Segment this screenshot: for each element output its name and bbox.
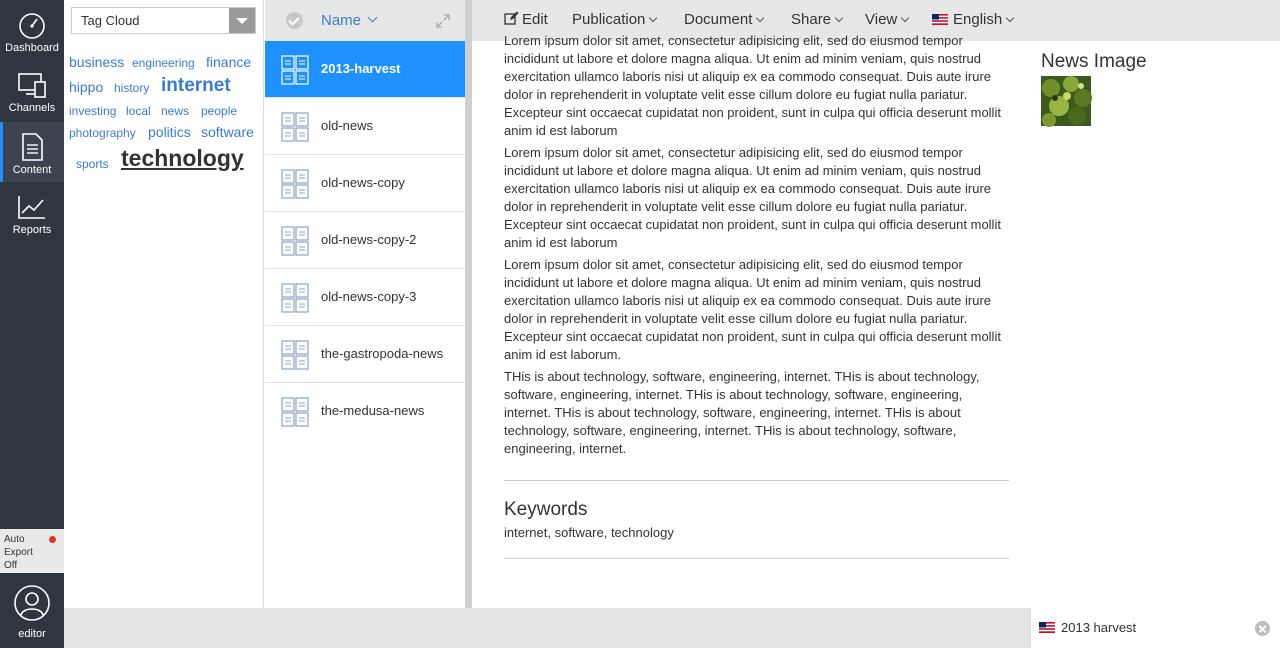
edit-button[interactable] (504, 11, 548, 28)
document-body (504, 32, 1009, 559)
tag-history[interactable]: history (114, 81, 150, 95)
tag-sports[interactable]: sports (76, 157, 109, 171)
file-name: old-news-copy-2 (321, 232, 417, 247)
auto-export-line-3: Off (4, 560, 18, 571)
left-nav (0, 0, 64, 648)
folder-docs-icon (281, 55, 309, 85)
file-row[interactable] (265, 269, 465, 326)
edit-icon (504, 11, 519, 25)
news-image-thumbnail[interactable] (1041, 76, 1091, 126)
tag-technology[interactable]: technology (121, 145, 244, 171)
file-row[interactable] (265, 98, 465, 155)
file-name: the-medusa-news (321, 403, 425, 418)
share-menu[interactable] (791, 11, 842, 28)
file-row[interactable] (265, 326, 465, 383)
folder-docs-icon (281, 226, 309, 256)
nav-dashboard[interactable] (0, 0, 64, 60)
folder-docs-icon (281, 283, 309, 313)
panel-splitter[interactable] (465, 0, 472, 608)
tag-finance[interactable]: finance (206, 54, 252, 70)
view-menu[interactable] (865, 11, 908, 28)
tag-cloud-select-value: Tag Cloud (81, 13, 140, 28)
document-label: Document (684, 11, 753, 28)
open-document-tab[interactable] (1030, 608, 1280, 648)
body-paragraph: Lorem ipsum dolor sit amet, consectetur adipisicing elit, sed do eiusmod tempor incididunt ut labore et dolore magna aliqua. Ut enim ad minim veniam, quis nostrud exercitation ullamco laboris nisi ut aliquip ex ea commodo consequat. Duis aute irure dolor in reprehenderit in voluptate velit esse cillum dolore eu fugiat nulla pariatur. Excepteur sint occaecat cupidatat non proident, sunt in culpa qui officia deserunt mollit anim id est laborum. (504, 257, 1001, 362)
tag-internet[interactable]: internet (161, 75, 231, 96)
tag-photography[interactable]: photography (69, 126, 136, 140)
folder-docs-icon (281, 169, 309, 199)
file-row[interactable] (265, 155, 465, 212)
file-row[interactable] (265, 212, 465, 269)
auto-export-line-1: Auto (4, 534, 25, 545)
nav-content-label: Content (12, 164, 52, 176)
tag-news[interactable]: news (161, 104, 190, 118)
channels-icon (17, 70, 47, 100)
divider (504, 480, 1009, 481)
expand-icon[interactable] (436, 14, 450, 28)
folder-docs-icon (281, 112, 309, 142)
document-menu[interactable] (684, 11, 763, 28)
bottom-bar (64, 608, 1280, 648)
select-all-check-icon[interactable] (286, 12, 303, 29)
body-paragraph: THis is about technology, software, engineering, internet. THis is about technology, software, engineering, internet. THis is about technology, software, engineering, internet. THis is about technology, software, engineering, internet. THis is about technology, software, engineering, internet. THis is about technology, software, engineering, internet. (504, 369, 980, 456)
file-name: old-news (321, 118, 374, 133)
tag-investing[interactable]: investing (69, 104, 117, 118)
publication-menu[interactable] (572, 11, 656, 28)
auto-export-status[interactable] (0, 529, 64, 573)
tag-hippo[interactable]: hippo (69, 79, 104, 95)
file-list-header (265, 0, 465, 41)
folder-docs-icon (281, 340, 309, 370)
nav-dashboard-label: Dashboard (5, 42, 59, 54)
folder-docs-icon (281, 397, 309, 427)
auto-export-line-2: Export (4, 547, 33, 558)
user-menu[interactable] (0, 578, 64, 648)
sort-chevron-icon[interactable] (368, 13, 378, 23)
nav-channels[interactable] (0, 60, 64, 120)
file-name: the-gastropoda-news (321, 346, 444, 361)
file-name: old-news-copy (321, 175, 405, 190)
document-content (472, 33, 1280, 608)
file-row[interactable] (265, 383, 465, 440)
language-menu[interactable] (932, 11, 1013, 28)
chevron-down-icon[interactable] (229, 8, 255, 33)
keywords-values: internet, software, technology (504, 525, 674, 540)
tag-local[interactable]: local (126, 104, 151, 118)
chevron-down-icon (901, 14, 909, 22)
tag-software[interactable]: software (201, 124, 254, 140)
tag-cloud-select[interactable] (71, 7, 256, 34)
file-name: old-news-copy-3 (321, 289, 417, 304)
edit-label: Edit (522, 11, 548, 28)
chart-icon (17, 192, 47, 222)
file-name: 2013-harvest (321, 61, 401, 76)
tag-engineering[interactable]: engineering (132, 56, 195, 70)
publication-label: Publication (572, 11, 646, 28)
user-name: editor (18, 628, 46, 640)
keywords-title: Keywords (504, 499, 588, 520)
language-label: English (953, 11, 1003, 28)
tag-people[interactable]: people (201, 104, 238, 118)
user-avatar-icon (13, 584, 51, 622)
tag-business[interactable]: business (69, 54, 125, 70)
view-label: View (865, 11, 898, 28)
us-flag-icon (932, 14, 948, 25)
nav-reports-label: Reports (12, 224, 52, 236)
body-paragraph: Lorem ipsum dolor sit amet, consectetur adipisicing elit, sed do eiusmod tempor incididunt ut labore et dolore magna aliqua. Ut enim ad minim veniam, quis nostrud exercitation ullamco laboris nisi ut aliquip ex ea commodo consequat. Duis aute irure dolor in reprehenderit in voluptate velit esse cillum dolore eu fugiat nulla pariatur. Excepteur sint occaecat cupidatat non proident, sunt in culpa qui officia deserunt mollit anim id est laborum (504, 33, 1001, 138)
open-document-label: 2013 harvest (1061, 620, 1137, 635)
file-row[interactable] (265, 41, 465, 98)
chevron-down-icon (835, 14, 843, 22)
sort-by-name[interactable]: Name (321, 12, 362, 29)
document-icon (17, 132, 47, 162)
dashboard-icon (17, 10, 47, 40)
tag-cloud-panel (64, 0, 264, 608)
close-icon[interactable] (1255, 621, 1270, 636)
chevron-down-icon (756, 14, 764, 22)
share-label: Share (791, 11, 832, 28)
divider (504, 558, 1009, 559)
nav-channels-label: Channels (8, 102, 56, 114)
tag-politics[interactable]: politics (148, 124, 191, 140)
body-paragraph: Lorem ipsum dolor sit amet, consectetur adipisicing elit, sed do eiusmod tempor incididunt ut labore et dolore magna aliqua. Ut enim ad minim veniam, quis nostrud exercitation ullamco laboris nisi ut aliquip ex ea commodo consequat. Duis aute irure dolor in reprehenderit in voluptate velit esse cillum dolore eu fugiat nulla pariatur. Excepteur sint occaecat cupidatat non proident, sunt in culpa qui officia deserunt mollit anim id est laborum (504, 145, 1001, 250)
chevron-down-icon (649, 14, 657, 22)
status-dot-icon (49, 536, 56, 543)
news-image-title: News Image (1041, 51, 1147, 72)
nav-reports[interactable] (0, 182, 64, 242)
us-flag-icon (1039, 622, 1055, 633)
chevron-down-icon (1006, 14, 1014, 22)
file-list (265, 0, 465, 608)
nav-content[interactable] (0, 122, 64, 182)
